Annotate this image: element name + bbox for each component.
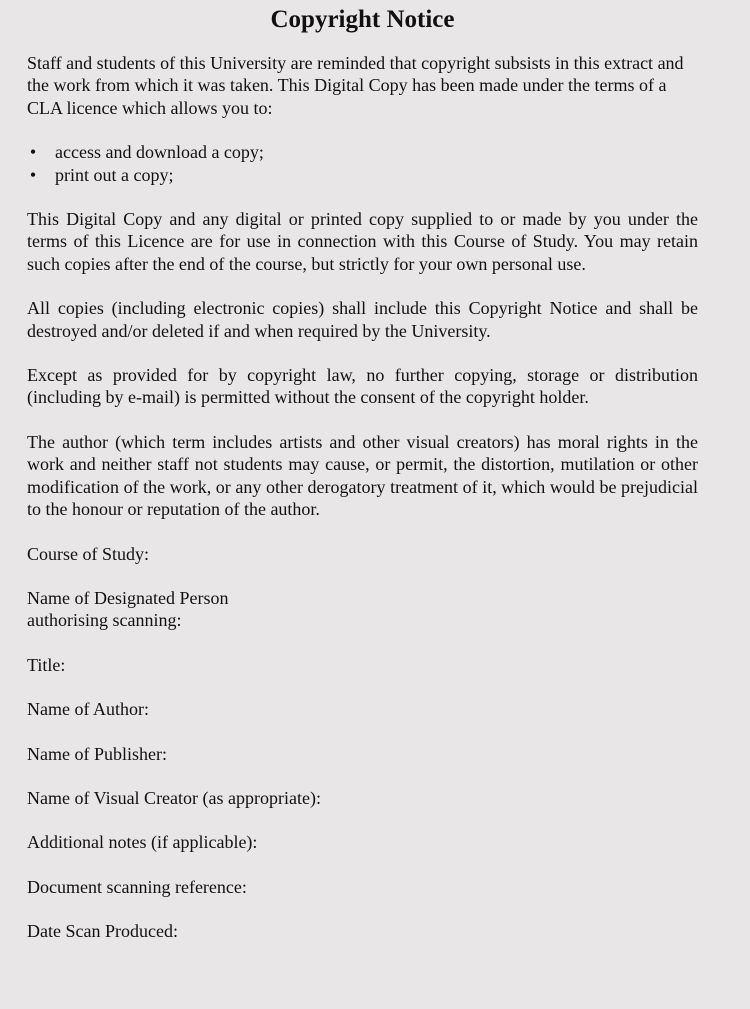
visual-creator-field: Name of Visual Creator (as appropriate): bbox=[27, 787, 321, 808]
copyright-law-paragraph: Except as provided for by copyright law, no further copying, storage or distribution (including by e-mail) is permitted without the consent of the copyright holder. bbox=[27, 365, 698, 408]
scanning-reference-field: Document scanning reference: bbox=[27, 876, 247, 897]
intro-paragraph: Staff and students of this University are reminded that copyright subsists in this extract and the work from which it was taken. This Digital Copy has been made under the terms of a CLA licence which allows you to: bbox=[27, 53, 684, 118]
page-title: Copyright Notice bbox=[270, 6, 455, 33]
bullet-icon: • bbox=[29, 164, 37, 185]
copies-paragraph: All copies (including electronic copies) shall include this Copyright Notice and shall be destroyed and/or deleted if and when required by the University. bbox=[27, 298, 698, 341]
course-of-study-field: Course of Study: bbox=[27, 543, 150, 564]
moral-rights-paragraph: The author (which term includes artists and other visual creators) has moral rights in the work and neither staff not students may cause, or permit, the distortion, mutilation or other modification of the work, or any other derogatory treatment of it, which would be prejudicial to the honour or reputation of the author. bbox=[27, 431, 698, 520]
list-item bbox=[27, 141, 698, 163]
publisher-field: Name of Publisher: bbox=[27, 743, 167, 764]
designated-person-field: Name of Designated Person authorising scanning: bbox=[27, 587, 229, 631]
author-field: Name of Author: bbox=[27, 699, 149, 720]
title-field: Title: bbox=[27, 654, 66, 675]
additional-notes-field: Additional notes (if applicable): bbox=[27, 832, 258, 853]
list-item-text: print out a copy; bbox=[55, 164, 174, 185]
bullet-icon: • bbox=[29, 142, 37, 163]
licence-use-paragraph: This Digital Copy and any digital or printed copy supplied to or made by you under the terms of this Licence are for use in connection with this Course of Study. You may retain such copies after the end of the course, but strictly for your own personal use. bbox=[27, 209, 698, 274]
list-item-text: access and download a copy; bbox=[55, 142, 264, 163]
permissions-list bbox=[27, 141, 698, 186]
date-scan-field: Date Scan Produced: bbox=[27, 921, 178, 942]
list-item bbox=[27, 164, 698, 186]
